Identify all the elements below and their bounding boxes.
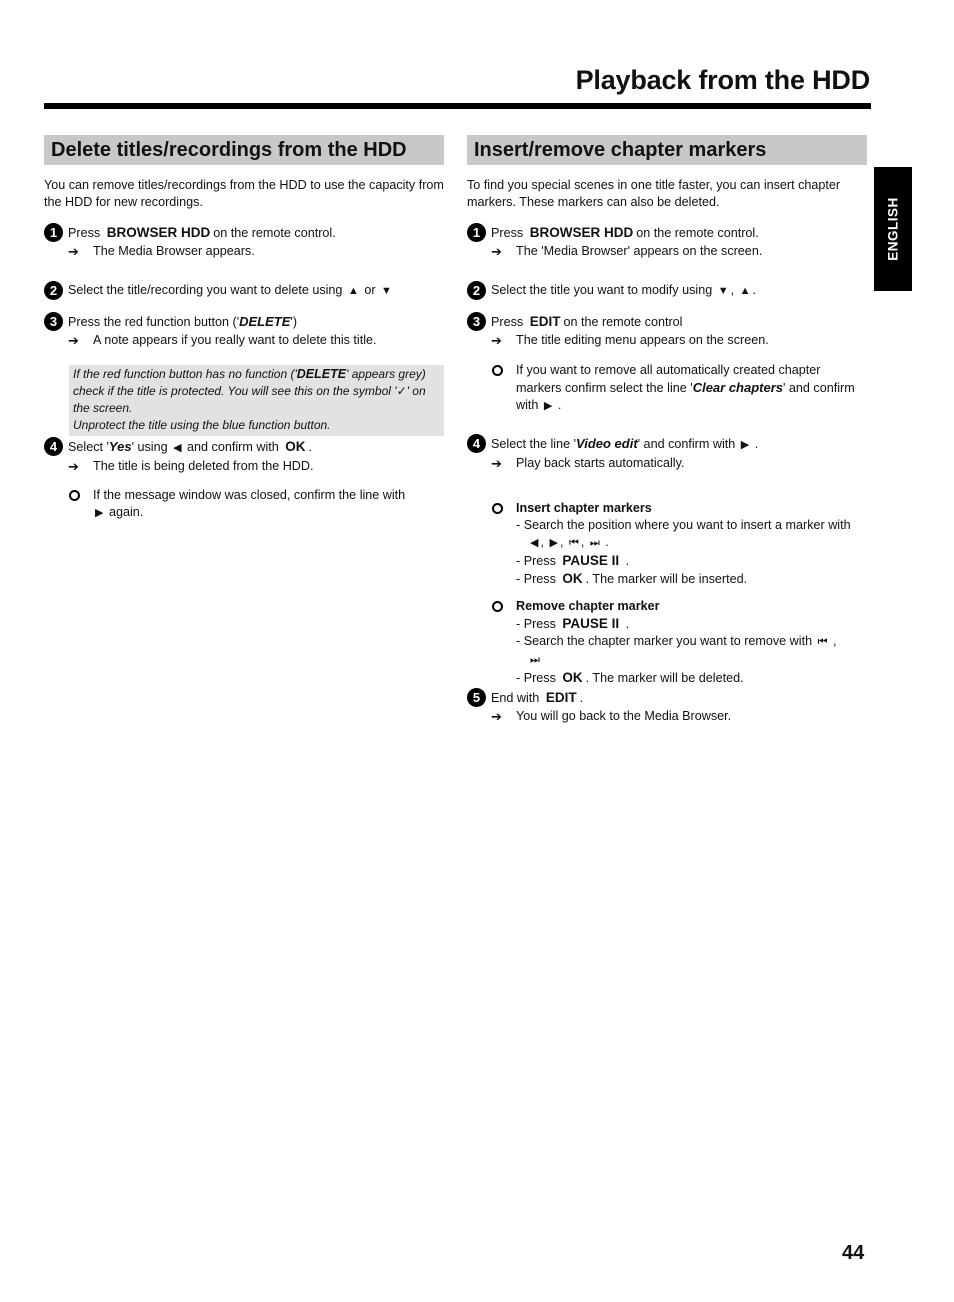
remove-marker-block [467, 598, 867, 687]
result-text: The title editing menu appears on the screen. [516, 333, 769, 347]
chapter-section-heading: Insert/remove chapter markers [467, 135, 867, 165]
arrow-right-icon: ➔ [68, 333, 79, 348]
step-result [491, 455, 867, 472]
step-text: End with [491, 691, 540, 705]
play-arrow-icon: ▶ [543, 400, 553, 412]
arrow-right-icon: ➔ [491, 456, 502, 471]
step-number-icon: 5 [467, 688, 486, 707]
language-tab-label: ENGLISH [885, 197, 901, 261]
key-ok: OK [562, 670, 583, 685]
step-text: Press [491, 226, 524, 240]
insert-markers-title: Insert chapter markers [516, 501, 652, 515]
step-number-icon: 2 [467, 281, 486, 300]
delete-step-1 [44, 224, 444, 260]
bullet-circle-icon [492, 503, 503, 514]
play-arrow-icon: ▶ [95, 507, 104, 519]
dash-text: . [625, 617, 630, 631]
step-text: Select the line ' [491, 437, 577, 451]
protected-title-note [69, 365, 444, 436]
arrow-right-icon: ➔ [68, 244, 79, 259]
step-text: Press [68, 226, 101, 240]
step-text: on the remote control. [213, 226, 336, 240]
previous-icon: ⏮ [817, 636, 828, 648]
remove-line-3 [516, 669, 867, 687]
right-column [467, 135, 867, 724]
bullet-circle-icon [492, 601, 503, 612]
left-arrow-icon: ◀ [530, 537, 539, 549]
insert-markers-block [467, 500, 867, 588]
step-number-icon: 2 [44, 281, 63, 300]
tip-text: If you want to remove all automatically created chapter markers confirm select the line ' [516, 363, 821, 395]
up-arrow-icon: ▲ [739, 285, 751, 297]
key-edit: EDIT [545, 690, 577, 705]
step-text: . [308, 440, 312, 454]
key-pause: PAUSE II [562, 616, 620, 631]
insert-line-3 [516, 570, 867, 588]
arrow-right-icon: ➔ [491, 244, 502, 259]
step-text: on the remote control. [636, 226, 759, 240]
step-text: ' using [131, 440, 168, 454]
tip-text: ' and confirm with [516, 381, 855, 412]
result-text: Play back starts automatically. [516, 456, 685, 470]
checkmark-icon: ✓ [396, 384, 407, 398]
step-text: or [364, 283, 376, 297]
delete-intro: You can remove titles/recordings from the HDD to use the capacity from the HDD for new recordings. [44, 178, 444, 209]
note-text: ' on the screen. [73, 384, 426, 415]
note-text: If the red function button has no function (' [73, 367, 297, 381]
step-text: Select ' [68, 440, 109, 454]
step-text: Press [491, 315, 524, 329]
delete-step-3 [44, 313, 444, 349]
osd-delete: DELETE [239, 314, 291, 329]
remove-marker-title: Remove chapter marker [516, 599, 660, 613]
bullet-circle-icon [69, 490, 80, 501]
step-text: ') [290, 315, 298, 329]
dash-text: - Press [516, 572, 556, 586]
chapter-step-4 [467, 435, 867, 472]
step-result [491, 708, 867, 725]
step-result [68, 243, 444, 260]
arrow-right-icon: ➔ [491, 333, 502, 348]
delete-section-heading: Delete titles/recordings from the HDD [44, 135, 444, 165]
page-title: Playback from the HDD [575, 65, 870, 95]
osd-yes: Yes [108, 439, 132, 454]
step-text: Select the title/recording you want to delete using [68, 283, 343, 297]
dash-text: - Press [516, 671, 556, 685]
chapter-step-1 [467, 224, 867, 260]
delete-step-2 [44, 282, 444, 300]
key-edit: EDIT [529, 314, 561, 329]
up-arrow-icon: ▲ [347, 285, 359, 297]
bullet-circle-icon [492, 365, 503, 376]
dash-text: - Press [516, 554, 556, 568]
insert-line-1: - Search the position where you want to insert a marker with ◀ , ▶ , ⏮ , ⏭ . [516, 518, 851, 549]
next-icon: ⏭ [589, 537, 600, 549]
dash-text: - Search the chapter marker you want to remove with [516, 634, 813, 648]
down-arrow-icon: ▼ [381, 285, 392, 297]
dash-text: . The marker will be deleted. [585, 671, 744, 685]
result-text: A note appears if you really want to delete this title. [93, 333, 377, 347]
key-ok: OK [285, 439, 306, 454]
step-text: . [754, 437, 759, 451]
result-text: The title is being deleted from the HDD. [93, 459, 314, 473]
step-text: on the remote control [563, 315, 683, 329]
key-browser-hdd: BROWSER HDD [529, 225, 634, 240]
play-arrow-icon: ▶ [549, 537, 558, 549]
arrow-right-icon: ➔ [491, 709, 502, 724]
step-text: . [579, 691, 584, 705]
step-number-icon: 4 [467, 434, 486, 453]
step-text: and confirm with [187, 440, 279, 454]
chapter-step-5 [467, 689, 867, 725]
step-text: . [752, 283, 756, 297]
chapter-step-2 [467, 282, 867, 300]
language-tab [874, 167, 912, 291]
step-number-icon: 1 [467, 223, 486, 242]
insert-line-2 [516, 552, 867, 570]
step-result [491, 332, 867, 349]
result-text: You will go back to the Media Browser. [516, 709, 732, 723]
remove-line-2: - Search the chapter marker you want to remove with ⏮ , ⏭ [516, 634, 837, 666]
step-result [68, 458, 444, 475]
dash-text: . [625, 554, 630, 568]
arrow-right-icon: ➔ [68, 459, 79, 474]
step-number-icon: 3 [44, 312, 63, 331]
step-result [68, 332, 444, 349]
chapter-intro: To find you special scenes in one title faster, you can insert chapter markers. These markers can also be deleted. [467, 178, 841, 209]
step-result [491, 243, 867, 260]
result-text: The 'Media Browser' appears on the screen. [516, 244, 763, 258]
tip-text: again. [108, 505, 144, 519]
page-number: 44 [842, 1242, 865, 1264]
left-arrow-icon: ◀ [173, 442, 182, 454]
next-icon: ⏭ [530, 654, 540, 666]
step-number-icon: 1 [44, 223, 63, 242]
left-column [44, 135, 444, 519]
note-text: ' appears grey) check if the title is protected. You will see this on the symbol ' [73, 367, 426, 398]
tip-text: If the message window was closed, confirm the line with [93, 488, 406, 502]
dash-text: . The marker will be inserted. [585, 572, 748, 586]
step-text: ' and confirm with [637, 437, 736, 451]
note-text: Unprotect the title using the blue function button. [73, 418, 331, 432]
remove-line-1 [516, 615, 867, 633]
key-pause: PAUSE II [562, 553, 620, 568]
osd-delete: DELETE [296, 367, 347, 381]
play-arrow-icon: ▶ [740, 439, 750, 451]
tip-text: . [557, 398, 562, 412]
down-arrow-icon: ▼ [717, 285, 729, 297]
dash-text: - Press [516, 617, 556, 631]
key-ok: OK [562, 571, 583, 586]
step-number-icon: 4 [44, 437, 63, 456]
result-text: The Media Browser appears. [93, 244, 255, 258]
osd-clear-chapters: Clear chapters [692, 380, 784, 395]
key-browser-hdd: BROWSER HDD [106, 225, 211, 240]
osd-video-edit: Video edit [576, 436, 638, 451]
step-number-icon: 3 [467, 312, 486, 331]
step-text: Select the title you want to modify using [491, 283, 713, 297]
step-text: Press the red function button (' [68, 315, 240, 329]
clear-chapters-tip [467, 362, 867, 415]
step-text: , [730, 283, 735, 297]
title-rule [44, 103, 871, 109]
delete-tip [44, 487, 444, 522]
chapter-step-3 [467, 313, 867, 349]
dash-text: - Search the position where you want to insert a marker with [516, 518, 851, 532]
delete-step-4 [44, 438, 444, 475]
previous-icon: ⏮ [568, 537, 579, 549]
